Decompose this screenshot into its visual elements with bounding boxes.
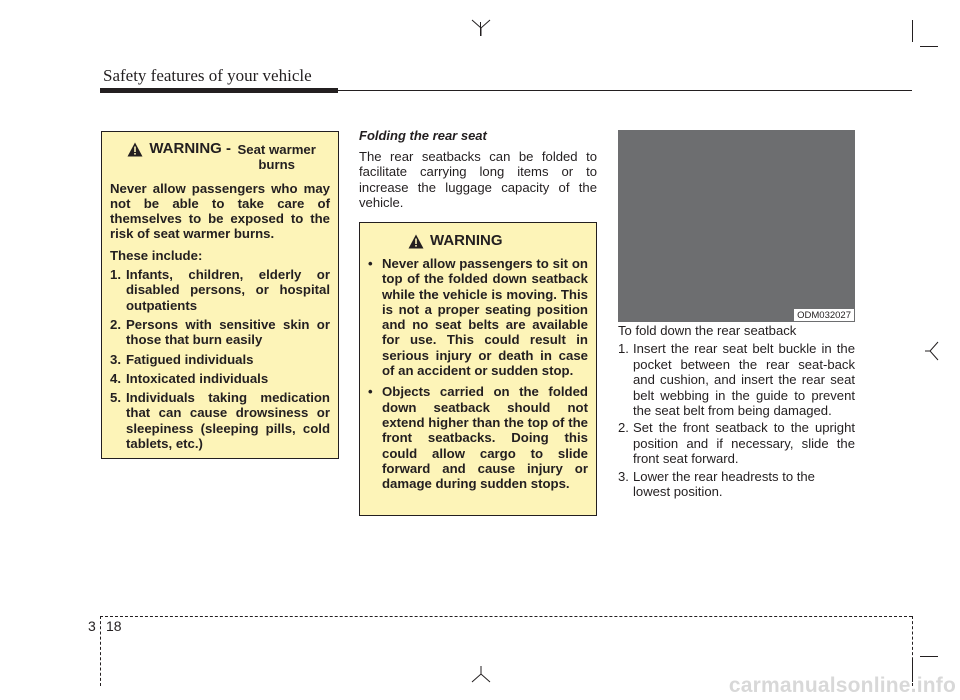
list-item: • Never allow passengers to sit on top of the folded down seatback while the vehicle is moving. This is not a proper seating position and no seat belts are available for use. This could result in serious injury or death in case of an accident or sudden stop.: [368, 256, 588, 379]
list-item: 2. Persons with sensitive skin or those that burn easily: [110, 316, 330, 348]
list-item: • Objects carried on the folded down seatback should not extend higher than the top of the front seatbacks. Doing this could allow cargo to slide forward and cause injury or damage during sudden stops.: [368, 384, 588, 492]
list-item: 3. Fatigued individuals: [110, 351, 254, 367]
list-item: 1. Infants, children, elderly or disabled persons, or hospital outpatients: [110, 267, 330, 313]
warning-heading: WARNING: [430, 232, 503, 249]
warning-subheading: Seat warmer burns: [237, 142, 316, 173]
page-number: 18: [106, 618, 122, 634]
footer-left-guide: [100, 616, 101, 686]
warning-include-label: These include:: [110, 247, 203, 263]
section-header-title: Safety features of your vehicle: [103, 66, 312, 85]
warning-box-seat-warmer: [101, 131, 339, 459]
seat-photo: [618, 130, 855, 322]
fold-procedure: [618, 323, 855, 501]
warning-heading: WARNING -: [149, 140, 231, 157]
bullet-dot: •: [368, 256, 373, 271]
list-item: 1. Insert the rear seat belt buckle in the pocket between the rear seat-back and cushion, and insert the rear seat belt webbing in the guide to prevent the seat belt from being damaged.: [618, 341, 855, 419]
warning-intro: Never allow passengers who may not be able to take care of themselves to be exposed to the risk of seat warmer burns.: [110, 180, 330, 242]
header-rule-thick: [100, 88, 338, 93]
list-item: 2. Set the front seatback to the upright position and if necessary, slide the front seat forward.: [618, 420, 855, 467]
warning-triangle-icon: [127, 142, 143, 157]
watermark-text: carmanualsonline.info: [728, 674, 956, 697]
folding-intro: The rear seatbacks can be folded to facilitate carrying long items or to increase the luggage capacity of the vehicle.: [359, 149, 597, 211]
warning-box-folding: [359, 222, 597, 516]
list-item: 3. Lower the rear headrests to the lowest position.: [618, 468, 815, 500]
warning-item-list: [110, 267, 330, 451]
procedure-lead: To fold down the rear seatback: [618, 323, 797, 338]
list-item: 4. Intoxicated individuals: [110, 370, 269, 386]
folding-section-title: Folding the rear seat: [359, 128, 487, 143]
warning-triangle-icon: [408, 234, 424, 249]
header-rule-thin: [338, 90, 912, 91]
chapter-number: 3: [88, 618, 96, 634]
list-item: 5. Individuals taking medication that can cause drowsiness or sleepiness (sleeping pills, cold tablets, etc.): [110, 390, 330, 452]
footer-rule: [100, 616, 912, 617]
photo-code-label: ODM032027: [794, 309, 854, 321]
bullet-dot: •: [368, 384, 373, 400]
